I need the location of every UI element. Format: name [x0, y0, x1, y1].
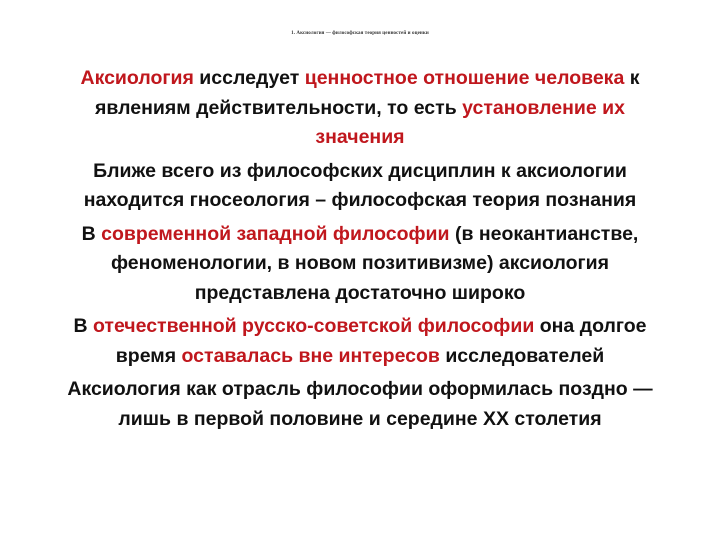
text-line [30, 64, 690, 94]
text-segment: лишь в первой половине и середине XX столетия [118, 407, 602, 430]
text-segment: Аксиология как отрасль философии оформилась поздно — [67, 378, 653, 400]
text-line [30, 312, 690, 342]
text-line [30, 405, 690, 435]
paragraph [30, 375, 690, 434]
text-segment: она долгое [534, 315, 647, 337]
highlighted-text: отечественной русско-советской философии [92, 315, 535, 337]
text-segment: время [115, 344, 182, 367]
highlighted-text: установление их [462, 96, 625, 119]
paragraph [30, 220, 690, 309]
text-line [30, 375, 690, 405]
text-segment: феноменологии, в новом позитивизме) аксиология [110, 252, 609, 274]
text-segment: (в неокантианстве, [449, 222, 639, 245]
slide-body [30, 64, 690, 438]
paragraph [30, 157, 690, 216]
text-line [30, 94, 690, 124]
text-line [30, 186, 690, 216]
highlighted-text: современной западной философии [101, 222, 450, 245]
text-segment: явлениям действительности, то есть [95, 96, 463, 119]
text-line [30, 342, 690, 372]
text-segment: В [73, 315, 93, 337]
paragraph [30, 312, 690, 371]
text-segment: Ближе всего из философских дисциплин к аксиологии [93, 159, 627, 182]
slide-title: 1. Аксиология — философская теория ценностей и оценки [291, 31, 429, 36]
text-line [30, 249, 690, 279]
text-segment: находится гносеология – философская теория познания [83, 189, 637, 211]
text-segment: исследователей [439, 344, 605, 367]
highlighted-text: значения [315, 126, 405, 148]
text-line [30, 123, 690, 153]
text-segment: к [624, 67, 640, 89]
highlighted-text: оставалась вне интересов [181, 344, 440, 367]
highlighted-text: Аксиология [80, 67, 194, 89]
highlighted-text: ценностное отношение человека [304, 67, 625, 89]
text-line [30, 220, 690, 250]
text-line [30, 279, 690, 309]
text-line [30, 157, 690, 187]
text-segment: В [81, 222, 102, 245]
paragraph [30, 64, 690, 153]
text-segment: исследует [193, 67, 305, 89]
text-segment: представлена достаточно широко [194, 281, 526, 304]
